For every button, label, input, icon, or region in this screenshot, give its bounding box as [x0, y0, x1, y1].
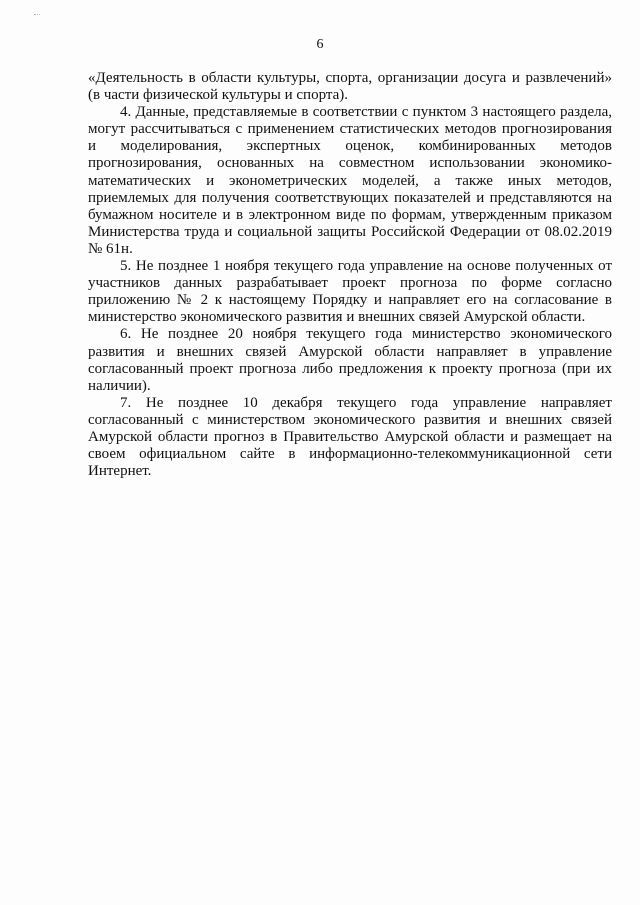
scan-mark	[34, 14, 40, 17]
paragraph-6: 6. Не позднее 20 ноября текущего года министерство экономического развития и внешних связей Амурской области направляет в управление согласованный проект прогноза либо предложения к проекту прогноза (при их наличии).	[88, 326, 612, 394]
paragraph-continuation: «Деятельность в области культуры, спорта, организации досуга и развлечений» (в части физической культуры и спорта).	[88, 70, 612, 104]
paragraph-7: 7. Не позднее 10 декабря текущего года управление направляет согласованный с министерством экономического развития и внешних связей Амурской области прогноз в Правительство Амурской области и размещает на своем официальном сайте в информационно-телекоммуникационной сети Интернет.	[88, 394, 612, 480]
paragraph-4: 4. Данные, представляемые в соответствии с пунктом 3 настоящего раздела, могут рассчитываться с применением статистических методов прогнозирования и моделирования, экспертных оценок, комбинированных методов прогнозирования, основанных на совместном использовании экономико-математических и эконометрических моделей, а также иных методов, приемлемых для получения соответствующих показателей и представляются на бумажном носителе и в электронном виде по формам, утвержденным приказом Министерства труда и социальной защиты Российской Федерации от 08.02.2019 № 61н.	[88, 104, 612, 257]
document-body	[88, 70, 612, 480]
page-number: 6	[316, 37, 324, 52]
paragraph-5: 5. Не позднее 1 ноября текущего года управление на основе полученных от участников данных разрабатывает проект прогноза по форме согласно приложению № 2 к настоящему Порядку и направляет его на согласование в министерство экономического развития и внешних связей Амурской области.	[88, 258, 612, 326]
